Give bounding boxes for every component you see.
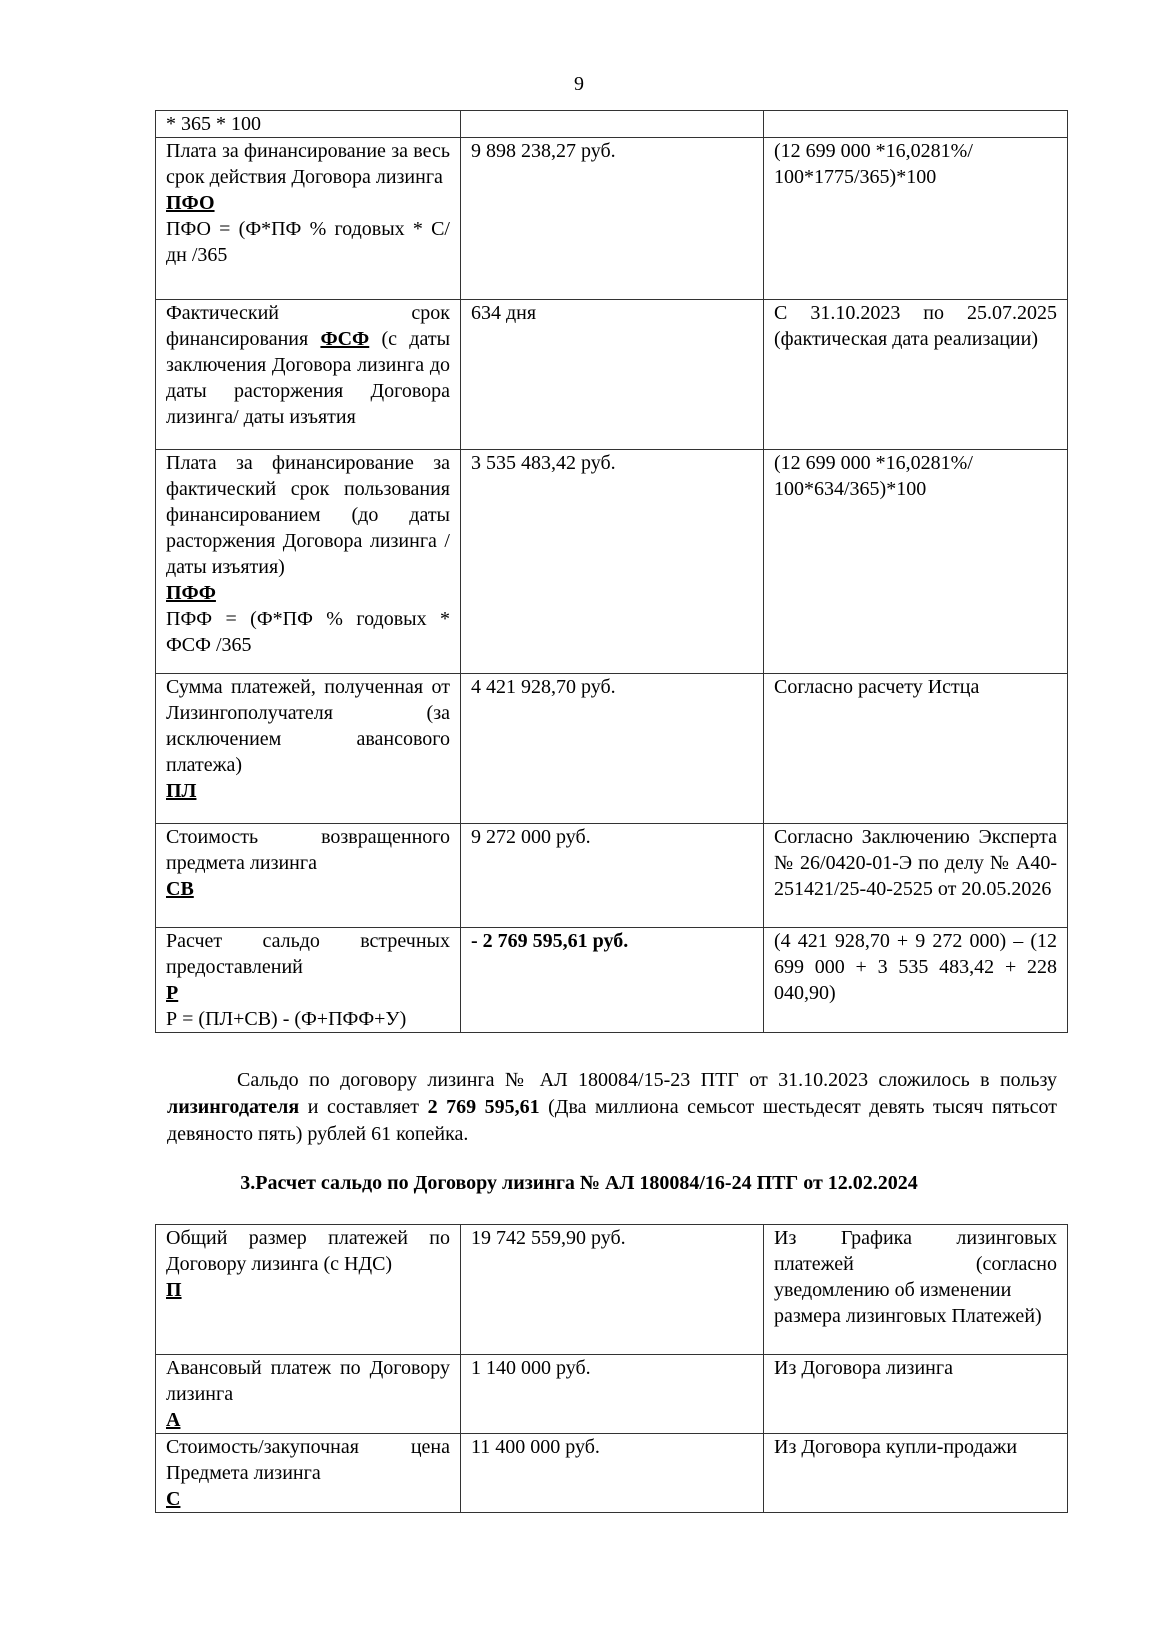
paragraph-text: Сальдо по договору лизинга № АЛ 180084/15-23 ПТГ от 31.10.2023 сложилось в пользу (237, 1069, 1057, 1091)
table-row (156, 928, 1068, 1033)
row-label (156, 824, 461, 928)
note-text-continued: размера лизинговых Платежей) (774, 1305, 1042, 1327)
row-label (156, 138, 461, 300)
table-row (156, 1355, 1068, 1434)
saldo-conclusion-paragraph (167, 1067, 1057, 1148)
row-value: 634 дня (461, 300, 764, 450)
formula-text: ПФО = (Ф*ПФ % годовых * С/дн /365 (166, 218, 450, 266)
formula-text: ПФФ = (Ф*ПФ % годовых * ФСФ /365 (166, 608, 450, 656)
row-label (156, 450, 461, 674)
label-text: Сумма платежей, полученная от Лизингополучателя (за исключением авансового платежа) (166, 676, 450, 776)
paragraph-text: (Два миллиона семьсот шестьдесят девять тысяч пятьсот девяносто пять) рублей 61 копейка. (167, 1096, 1058, 1145)
label-text: Плата за финансирование за фактический срок пользования финансированием (до даты расторжения Договора лизинга /даты изъятия) (166, 452, 450, 578)
row-label (156, 928, 461, 1033)
label-text: Общий размер платежей по Договору лизинга (с НДС) (166, 1227, 450, 1275)
paragraph-bold-amount: 2 769 595,61 (427, 1096, 540, 1118)
label-text: Стоимость возвращенного предмета лизинга (166, 826, 450, 874)
label-text: Авансовый платеж по Договору лизинга (166, 1357, 450, 1405)
variable-code: А (166, 1409, 181, 1431)
variable-code: П (166, 1279, 182, 1301)
variable-code: ПФО (166, 192, 215, 214)
formula-text: Р = (ПЛ+СВ) - (Ф+ПФФ+У) (166, 1008, 407, 1030)
row-value (461, 111, 764, 138)
paragraph-text: и составляет (299, 1096, 428, 1118)
row-note: Согласно расчету Истца (764, 674, 1068, 824)
label-text: Фактический срок финансирования (166, 302, 450, 350)
table-row (156, 138, 1068, 300)
row-value: 19 742 559,90 руб. (461, 1225, 764, 1355)
row-label (156, 1355, 461, 1434)
paragraph-bold-party: лизингодателя (167, 1096, 300, 1118)
row-value: 9 272 000 руб. (461, 824, 764, 928)
table-row (156, 1434, 1068, 1513)
row-note (764, 111, 1068, 138)
row-note: Согласно Заключению Эксперта № 26/0420-01-Э по делу № А40-251421/25-40-2525 от 20.05.2026 (764, 824, 1068, 928)
row-note: С 31.10.2023 по 25.07.2025 (фактическая дата реализации) (764, 300, 1068, 450)
variable-code: С (166, 1488, 181, 1510)
row-value: - 2 769 595,61 руб. (461, 928, 764, 1033)
row-note: (4 421 928,70 + 9 272 000) – (12 699 000 + 3 535 483,42 + 228 040,90) (764, 928, 1068, 1033)
table-row (156, 450, 1068, 674)
note-text: Из Графика лизинговых платежей (согласно уведомлению об изменении (774, 1227, 1057, 1301)
row-label (156, 1225, 461, 1355)
row-note: (12 699 000 *16,0281%/ 100*1775/365)*100 (764, 138, 1068, 300)
row-value: 9 898 238,27 руб. (461, 138, 764, 300)
row-label (156, 300, 461, 450)
row-note: Из Договора купли-продажи (764, 1434, 1068, 1513)
variable-code: ПФФ (166, 582, 216, 604)
row-value: 4 421 928,70 руб. (461, 674, 764, 824)
table-row (156, 111, 1068, 138)
row-note: Из Договора лизинга (764, 1355, 1068, 1434)
table-row (156, 1225, 1068, 1355)
row-value: 3 535 483,42 руб. (461, 450, 764, 674)
saldo-table-2 (155, 1224, 1068, 1513)
label-text-continued: (с даты заключения Договора лизинга до даты расторжения Договора лизинга/ даты изъятия (166, 328, 450, 428)
row-label (156, 1434, 461, 1513)
row-value: 11 400 000 руб. (461, 1434, 764, 1513)
variable-code: ПЛ (166, 780, 197, 802)
label-text: * 365 * 100 (166, 113, 261, 135)
row-label (156, 674, 461, 824)
table-row (156, 674, 1068, 824)
variable-code: Р (166, 982, 179, 1004)
table-row (156, 300, 1068, 450)
label-text: Расчет сальдо встречных предоставлений (166, 930, 450, 978)
saldo-table-1 (155, 110, 1068, 1033)
row-note: (12 699 000 *16,0281%/ 100*634/365)*100 (764, 450, 1068, 674)
variable-code: ФСФ (320, 328, 370, 350)
row-value: 1 140 000 руб. (461, 1355, 764, 1434)
label-text: Плата за финансирование за весь срок действия Договора лизинга (166, 140, 450, 188)
variable-code: СВ (166, 878, 194, 900)
page-number: 9 (574, 73, 584, 95)
table-row (156, 824, 1068, 928)
section-heading: 3.Расчет сальдо по Договору лизинга № АЛ 180084/16-24 ПТГ от 12.02.2024 (240, 1172, 918, 1194)
row-note (764, 1225, 1068, 1355)
label-text: Стоимость/закупочная цена Предмета лизинга (166, 1436, 450, 1484)
row-label (156, 111, 461, 138)
